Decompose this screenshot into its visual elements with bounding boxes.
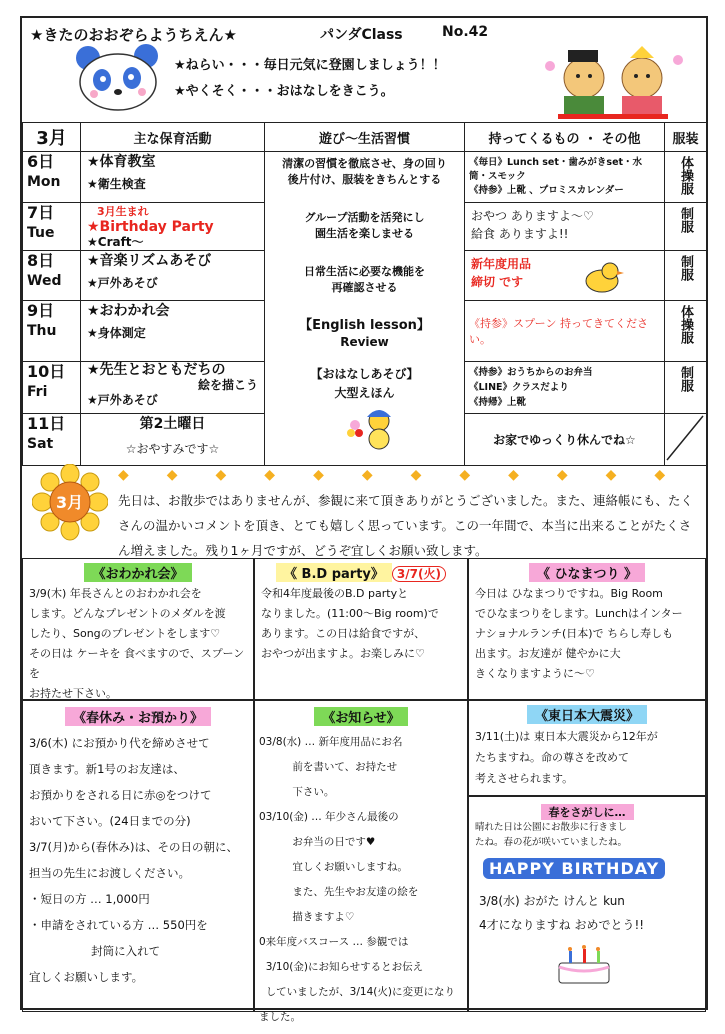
month-header: 3月 xyxy=(23,123,81,152)
earthquake-box xyxy=(468,700,706,796)
day-cell: 11日 Sat xyxy=(23,414,81,466)
spring-break-title: 《春休み・お預かり》 xyxy=(65,707,211,726)
farewell-body: 3/9(木) 年長さんとのおわかれ会を します。どんなプレゼントのメダルを渡 したり、Songのプレゼントをします♡ その日は ケーキを 食べますので、スプーンを お持たせ下さい。 xyxy=(29,587,245,700)
diagonal-slash xyxy=(665,414,705,462)
clothes-cell: 制服 xyxy=(665,203,707,251)
farewell-box xyxy=(22,558,254,700)
play-header: 遊び～生活習慣 xyxy=(265,123,465,152)
earthquake-body: 3/11(土)は 東日本大震災から12年が たちますね。命の尊さを改めて 考えさせられます。 xyxy=(475,730,658,785)
clothes-cell: 制服 xyxy=(665,251,707,301)
bring-cell: 《毎日》Lunch set・歯みがきset・水筒・スモック 《持参》上靴 、プロミスカレンダー xyxy=(465,152,665,203)
activity-cell: ★音楽リズムあそび ★戸外あそび xyxy=(81,251,265,301)
bring-cell: おやつ ありますよ～♡ 給食 ありますよ!! xyxy=(465,203,665,251)
spring-break-box xyxy=(22,700,254,1012)
spring-search-body: 晴れた日は公園にお散歩に行きまし たね。春の花が咲いていましたね。 xyxy=(475,822,628,848)
clothes-cell xyxy=(665,414,707,466)
activity-cell: ★体育教室 ★衛生検査 xyxy=(81,152,265,203)
hinamatsuri-box xyxy=(468,558,706,700)
activity-cell: ★先生とおともだちの 絵を描こう ★戸外あそび xyxy=(81,362,265,414)
class-name: パンダClass xyxy=(320,27,403,43)
newsletter-page xyxy=(20,16,708,1023)
earthquake-title: 《東日本大震災》 xyxy=(527,705,647,724)
hinamatsuri-body: 今日は ひなまつりですね。Big Room でひなまつりをします。Lunchはインター ナショナルランチ(日本)で ちらし寿しも 出ます。お友達が 健やかに大 きくなりますように～♡ xyxy=(475,587,683,680)
bring-cell: 新年度用品 締切 です xyxy=(465,251,665,301)
birthday-cake-illustration xyxy=(549,941,619,987)
duck-illustration xyxy=(580,259,624,293)
sunflower-illustration xyxy=(32,464,108,544)
day-cell: 9日 Thu xyxy=(23,301,81,362)
bd-party-date: 3/7(火) xyxy=(392,566,446,582)
activity-cell: ★おわかれ会 ★身体測定 xyxy=(81,301,265,362)
play-habit-2: グループ活動を活発にし 園生活を楽しませる xyxy=(304,211,425,240)
clothes-cell: 制服 xyxy=(665,362,707,414)
hinamatsuri-title: 《 ひなまつり 》 xyxy=(529,563,645,582)
day-cell: 10日 Fri xyxy=(23,362,81,414)
bd-party-body: 令和4年度最後のB.D partyと なりました。(11:00～Big room)で あります。この日は給食ですが、 おやつが出ますよ。お楽しみに♡ xyxy=(261,587,439,660)
bring-cell: 《持参》おうちからのお弁当 《LINE》クラスだより 《持帰》上靴 xyxy=(465,362,665,414)
bring-header: 持ってくるもの ・ その他 xyxy=(465,123,665,152)
spring-break-body: 3/6(木) にお預かり代を締めさせて 頂きます。新1号のお友達は、 お預かりをされる日に赤◎をつけて おいて下さい。(24日までの分) 3/7(月)から(春休み)は、その日の朝に、 担当の先生にお渡しください。 ・短日の方 … 1,000円 ・申請をされている方 … 550円を 封筒に入れて 宜しくお願いします。 xyxy=(29,736,238,984)
activity-header: 主な保育活動 xyxy=(81,123,265,152)
day-cell: 8日 Wed xyxy=(23,251,81,301)
notice-body: 03/8(水) … 新年度用品にお名 前を書いて、お持たせ 下さい。 03/10(金) … 年少さん最後の お弁当の日です♥ 宜しくお願いしますね。 また、先生やお友達の絵を 描きますよ♡ 0来年度バスコース … 参観では 3/10(金)にお知らせするとお伝え していましたが、3/14(火)に変更になりました。 xyxy=(259,736,455,1023)
farewell-title: 《おわかれ会》 xyxy=(84,563,191,582)
big-picture-book: 大型えほん xyxy=(334,386,395,400)
activity-cell: 3月生まれ ★Birthday Party ★Craft～ xyxy=(81,203,265,251)
weekly-schedule-table xyxy=(22,122,707,466)
play-habit-3: 日常生活に必要な機能を 再確認させる xyxy=(304,265,425,294)
day-cell: 6日 Mon xyxy=(23,152,81,203)
bring-cell: お家でゆっくり休んでね☆ xyxy=(465,414,665,466)
intro-month-badge: 3月 xyxy=(56,493,84,512)
intro-message: 先日は、お散歩ではありませんが、参観に来て頂きありがとうございました。また、連絡帳にも、たくさんの温かいコメントを頂き、とても嬉しく思っています。この一年間で、本当に出来ることがたくさん増えました。残り1ヶ月ですが、どうぞ宜しくお願い致します。 xyxy=(118,493,694,558)
promise-text: ★やくそく・・・おはなしをきこう。 xyxy=(174,84,394,99)
notice-box xyxy=(254,700,468,1023)
issue-number: No.42 xyxy=(442,24,489,40)
bring-cell: 《持参》スプーン 持ってきてください。 xyxy=(465,301,665,362)
panda-illustration xyxy=(72,42,164,112)
english-review: Review xyxy=(340,335,389,349)
school-name: ★きたのおおぞらようちえん★ xyxy=(30,26,237,44)
clothes-cell: 体操服 xyxy=(665,152,707,203)
notice-title: 《お知らせ》 xyxy=(314,707,408,726)
child-bouquet-illustration xyxy=(345,405,405,451)
happy-birthday-banner: HAPPY BIRTHDAY xyxy=(483,858,665,879)
clothes-header: 服装 xyxy=(665,123,707,152)
activity-cell: 第2土曜日 ☆おやすみです☆ xyxy=(81,414,265,466)
hina-dolls-illustration xyxy=(538,36,688,120)
story-play: 【おはなしあそび】 xyxy=(310,367,419,381)
bd-party-box xyxy=(254,558,468,700)
play-cell xyxy=(265,152,465,466)
bd-party-title: 《 B.D party》 xyxy=(276,563,392,582)
birthday-message: 3/8(水) おがた けんと kun 4才になりますね おめでとう!! xyxy=(479,894,645,932)
aim-text: ★ねらい・・・毎日元気に登園しましょう！！ xyxy=(174,58,446,73)
clothes-cell: 体操服 xyxy=(665,301,707,362)
english-lesson: 【English lesson】 xyxy=(299,318,430,333)
spring-search-box xyxy=(468,796,706,1012)
spring-search-title: 春をさがしに… xyxy=(541,804,634,820)
play-habit-1: 清潔の習慣を徹底させ、身の回り 後片付け、服装をきちんとする xyxy=(282,157,447,186)
butterfly-row: ◆◆◆◆◆◆◆◆◆◆◆◆ xyxy=(118,467,704,483)
day-cell: 7日 Tue xyxy=(23,203,81,251)
